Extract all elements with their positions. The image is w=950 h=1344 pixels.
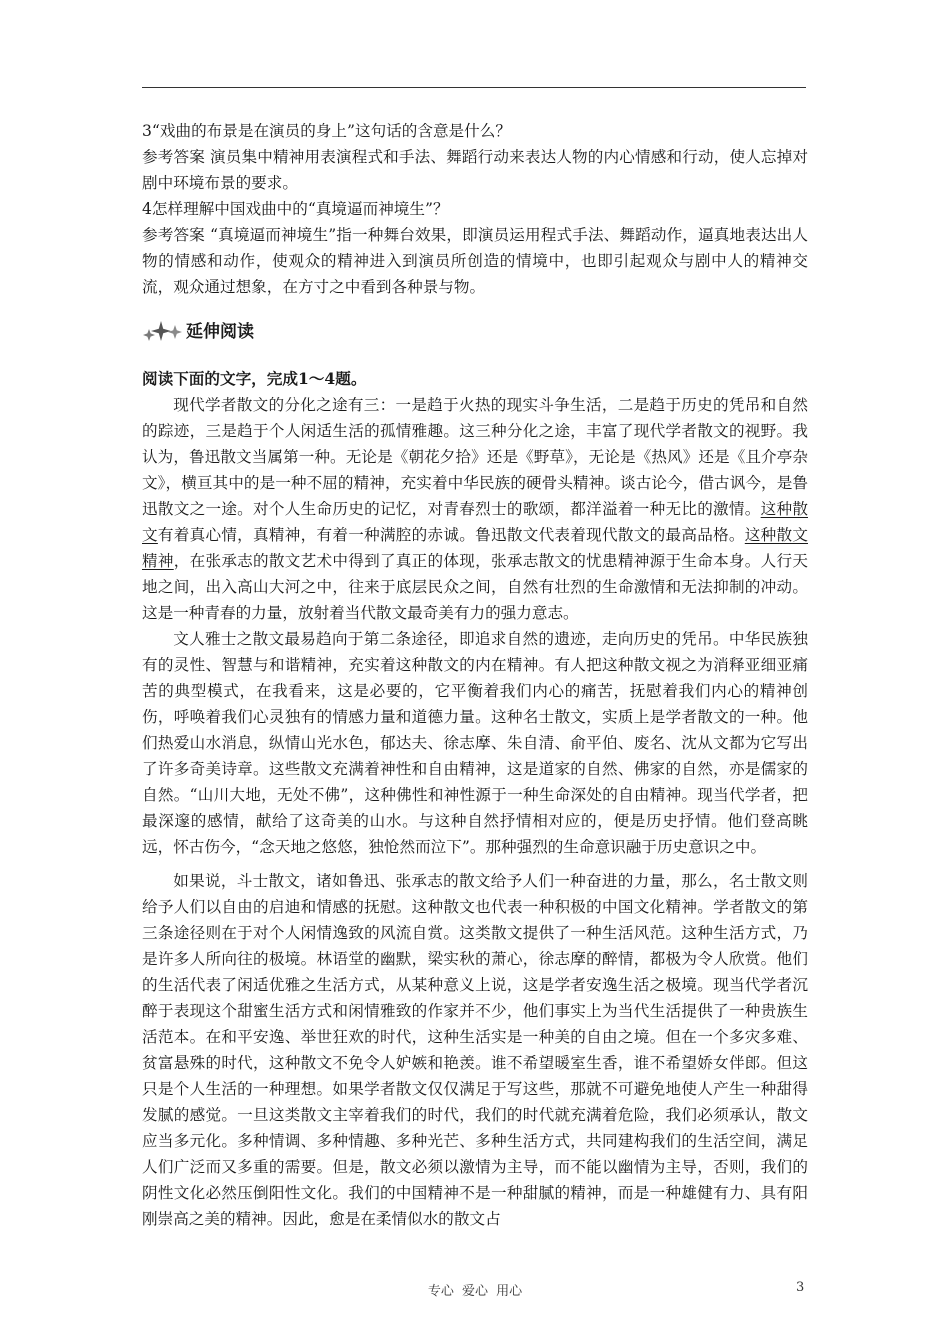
reading-paragraph-3: 如果说，斗士散文，诸如鲁迅、张承志的散文给予人们一种奋进的力量，那么，名士散文则给予人们以自由的启迪和情感的抚慰。这种散文也代表一种积极的中国文化精神。学者散文的第三条途径则在于对个人闲情逸致的风流自赏。这类散文提供了一种生活风范。这种生活方式，乃是许多人所向往的极境。林语堂的幽默，梁实秋的萧心，徐志摩的醉情，都极为令人欣赏。他们的生活代表了闲适优雅之生活方式，从某种意义上说，这是学者安逸生活之极境。现当代学者沉醉于表现这个甜蜜生活方式和闲情雅致的作家并不少，他们事实上为当代生活提供了一种贵族生活范本。在和平安逸、举世狂欢的时代，这种生活实是一种美的自由之境。但在一个多灾多难、贫富悬殊的时代，这种散文不免令人妒嫉和艳羡。谁不希望暖室生香，谁不希望娇女伴郎。但这只是个人生活的一种理想。如果学者散文仅仅满足于写这些，那就不可避免地使人产生一种甜得发腻的感觉。一旦这类散文主宰着我们的时代，我们的时代就充满着危险，我们必须承认，散文应当多元化。多种情调、多种情趣、多种光芒、多种生活方式，共同建构我们的生活空间，满足人们广泛而又多重的需要。但是，散文必须以激情为主导，而不能以幽情为主导，否则，我们的阴性文化必然压倒阳性文化。我们的中国精神不是一种甜腻的精神，而是一种雄健有力、具有阳刚崇高之美的精神。因此，愈是在柔情似水的散文占 [142, 872, 808, 1228]
paragraph-1-text-b: 有着真心情，真精神，有着一种满腔的赤诚。鲁迅散文代表着现代散文的最高品格。 [157, 526, 745, 544]
section-title: 延伸阅读 [186, 322, 254, 342]
header-rule [142, 87, 806, 88]
underlined-phrase-1: 这种散文 [142, 500, 808, 544]
page-number: 3 [796, 1280, 805, 1295]
paragraph-1-text-c: ，在张承志的散文艺术中得到了真正的体现，张承志散文的忧患精神源于生命本身。人行天地之间，出入高山大河之中，往来于底层民众之间，自然有壮烈的生命激情和无法抑制的冲动。这是一种青春的力量，放射着当代散文最奇美有力的强力意志。 [142, 552, 808, 622]
answer-3: 参考答案 演员集中精神用表演程式和手法、舞蹈行动来表达人物的内心情感和行动，使人忘掉对剧中环境布景的要求。 [142, 148, 808, 192]
section-heading [142, 312, 808, 352]
page-content [142, 118, 808, 1232]
paragraph-gap [142, 860, 808, 868]
question-4: 4怎样理解中国戏曲中的“真境逼而神境生”？ [142, 200, 449, 218]
reading-paragraph-2: 文人雅士之散文最易趋向于第二条途径，即追求自然的遗迹，走向历史的凭吊。中华民族独有的灵性、智慧与和谐精神，充实着这种散文的内在精神。有人把这种散文视之为消释亚细亚痛苦的典型模式，在我看来，这是必要的，它平衡着我们内心的痛苦，抚慰着我们内心的精神创伤，呼唤着我们心灵独有的情感力量和道德力量。这种名士散文，实质上是学者散文的一种。他们热爱山水消息，纵情山光水色，郁达夫、徐志摩、朱自清、俞平伯、废名、沈从文都为它写出了许多奇美诗章。这些散文充满着神性和自由精神，这是道家的自然、佛家的自然，亦是儒家的自然。“山川大地，无处不佛”，这种佛性和神性源于一种生命深处的自由精神。现当代学者，把最深邃的感情，献给了这奇美的山水。与这种自然抒情相对应的，便是历史抒情。他们登高眺远，怀古伤今，“念天地之悠悠，独怆然而泣下”。那种强烈的生命意识融于历史意识之中。 [142, 630, 808, 856]
paragraph-1-text-a: 现代学者散文的分化之途有三：一是趋于火热的现实斗争生活，二是趋于历史的凭吊和自然的踪迹，三是趋于个人闲适生活的孤情雅趣。这三种分化之途，丰富了现代学者散文的视野。我认为，鲁迅散文当属第一种。无论是《朝花夕拾》还是《野草》，无论是《热风》还是《且介亭杂文》，横亘其中的是一种不屈的精神，充实着中华民族的硬骨头精神。谈古论今，借古讽今，是鲁迅散文之一途。对个人生命历史的记忆，对青春烈士的歌颂，都洋溢着一种无比的激情。 [142, 396, 808, 518]
reading-paragraph-1 [142, 392, 808, 626]
question-3: 3“戏曲的布景是在演员的身上”这句话的含意是什么？ [142, 122, 511, 140]
sparkle-stars-icon [142, 319, 184, 345]
reading-task: 阅读下面的文字，完成1～4题。 [142, 369, 367, 388]
underlined-phrase-2: 这种散文精神 [142, 526, 808, 570]
answer-4: 参考答案 “真境逼而神境生”指一种舞台效果，即演员运用程式手法、舞蹈动作，逼真地表达出人物的情感和动作，使观众的精神进入到演员所创造的情境中，也即引起观众与剧中人的精神交流，观众通过想象，在方寸之中看到各种景与物。 [142, 226, 808, 296]
footer-motto: 专心 爱心 用心 [427, 1284, 523, 1299]
